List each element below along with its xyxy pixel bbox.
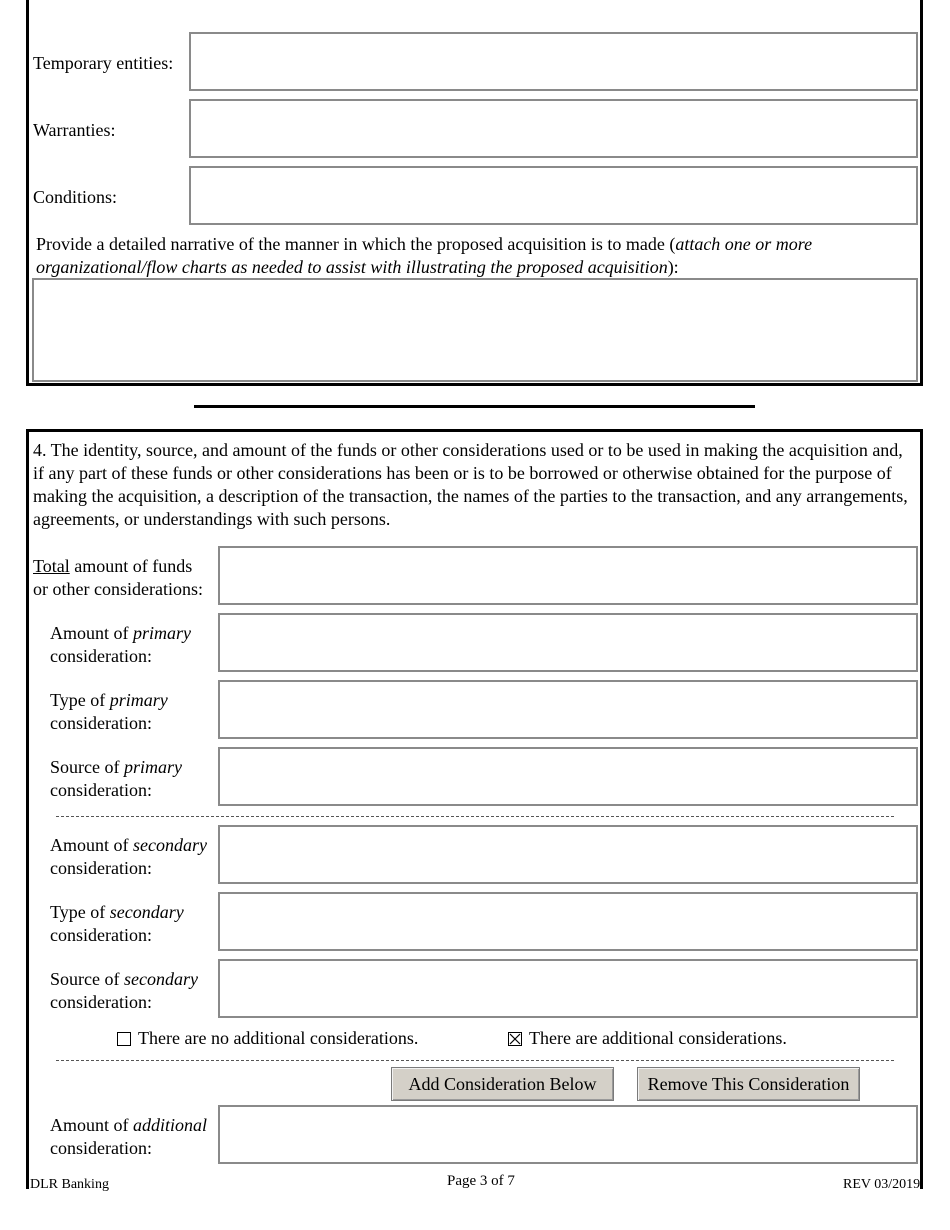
primary-source-label (50, 756, 182, 802)
total-label-rest-1: amount of funds (69, 556, 193, 576)
total-amount-label (33, 555, 203, 601)
warranties-label: Warranties: (33, 120, 116, 140)
narrative-suffix: ): (667, 257, 679, 277)
conditions-field[interactable] (189, 166, 918, 225)
temporary-entities-field[interactable] (189, 32, 918, 91)
dashed-divider-2 (56, 1060, 894, 1061)
total-amount-field[interactable] (218, 546, 918, 605)
additional-amount-label (50, 1114, 207, 1160)
primary-amount-prefix: Amount of (50, 623, 133, 643)
no-additional-label: There are no additional considerations. (138, 1028, 419, 1048)
primary-type-prefix: Type of (50, 690, 110, 710)
secondary-type-label (50, 901, 184, 947)
secondary-source-field[interactable] (218, 959, 918, 1018)
total-label-rest-2: or other considerations: (33, 579, 203, 599)
conditions-label: Conditions: (33, 187, 118, 207)
additional-amount-field[interactable] (218, 1105, 918, 1164)
no-additional-checkbox[interactable] (117, 1032, 131, 1046)
remove-consideration-button[interactable]: Remove This Consideration (637, 1067, 860, 1101)
primary-type-field[interactable] (218, 680, 918, 739)
warranties-field[interactable] (189, 99, 918, 158)
primary-source-prefix: Source of (50, 757, 124, 777)
secondary-amount-field[interactable] (218, 825, 918, 884)
secondary-amount-word: secondary (133, 835, 207, 855)
secondary-source-prefix: Source of (50, 969, 124, 989)
secondary-type-suffix: consideration: (50, 925, 152, 945)
footer-page-number: Page 3 of 7 (447, 1173, 515, 1189)
primary-source-suffix: consideration: (50, 780, 152, 800)
section-divider (194, 405, 755, 408)
additional-amount-prefix: Amount of (50, 1115, 133, 1135)
footer-left: DLR Banking (30, 1177, 109, 1192)
secondary-source-label (50, 968, 198, 1014)
primary-source-field[interactable] (218, 747, 918, 806)
checkbox-x-icon (509, 1033, 521, 1045)
footer-revision: REV 03/2019 (843, 1177, 921, 1192)
add-consideration-button[interactable]: Add Consideration Below (391, 1067, 614, 1101)
narrative-instructions (36, 233, 906, 279)
additional-amount-word: additional (133, 1115, 208, 1135)
primary-source-word: primary (123, 757, 182, 777)
primary-amount-word: primary (133, 623, 191, 643)
primary-type-label (50, 689, 168, 735)
primary-type-suffix: consideration: (50, 713, 152, 733)
secondary-amount-label (50, 834, 207, 880)
total-underlined: Total (33, 556, 70, 576)
has-additional-checkbox[interactable] (508, 1032, 522, 1046)
primary-type-word: primary (109, 690, 168, 710)
secondary-source-word: secondary (123, 969, 198, 989)
dashed-divider-1 (56, 816, 894, 817)
narrative-field[interactable] (32, 278, 918, 382)
narrative-prefix: Provide a detailed narrative of the manner in which the proposed acquisition is to made ( (36, 234, 676, 254)
secondary-type-word: secondary (109, 902, 184, 922)
secondary-type-field[interactable] (218, 892, 918, 951)
primary-amount-suffix: consideration: (50, 646, 152, 666)
additional-amount-suffix: consideration: (50, 1138, 152, 1158)
primary-amount-label (50, 622, 191, 668)
primary-amount-field[interactable] (218, 613, 918, 672)
secondary-amount-prefix: Amount of (50, 835, 133, 855)
secondary-source-suffix: consideration: (50, 992, 152, 1012)
narrative-italic: attach one or more organizational/flow charts as needed to assist with illustrating the proposed acquisition (36, 234, 813, 277)
secondary-type-prefix: Type of (50, 902, 110, 922)
secondary-amount-suffix: consideration: (50, 858, 152, 878)
section-4-question: 4. The identity, source, and amount of the funds or other considerations used or to be used in making the acquisition and, if any part of these funds or other considerations has been or is to be borrowed or otherwise obtained for the purpose of making the acquisition, a description of the transaction, the names of the parties to the transaction, and any arrangements, agreements, or understandings with such persons. (33, 440, 908, 529)
has-additional-label: There are additional considerations. (529, 1028, 787, 1048)
temporary-entities-label: Temporary entities: (33, 53, 174, 73)
